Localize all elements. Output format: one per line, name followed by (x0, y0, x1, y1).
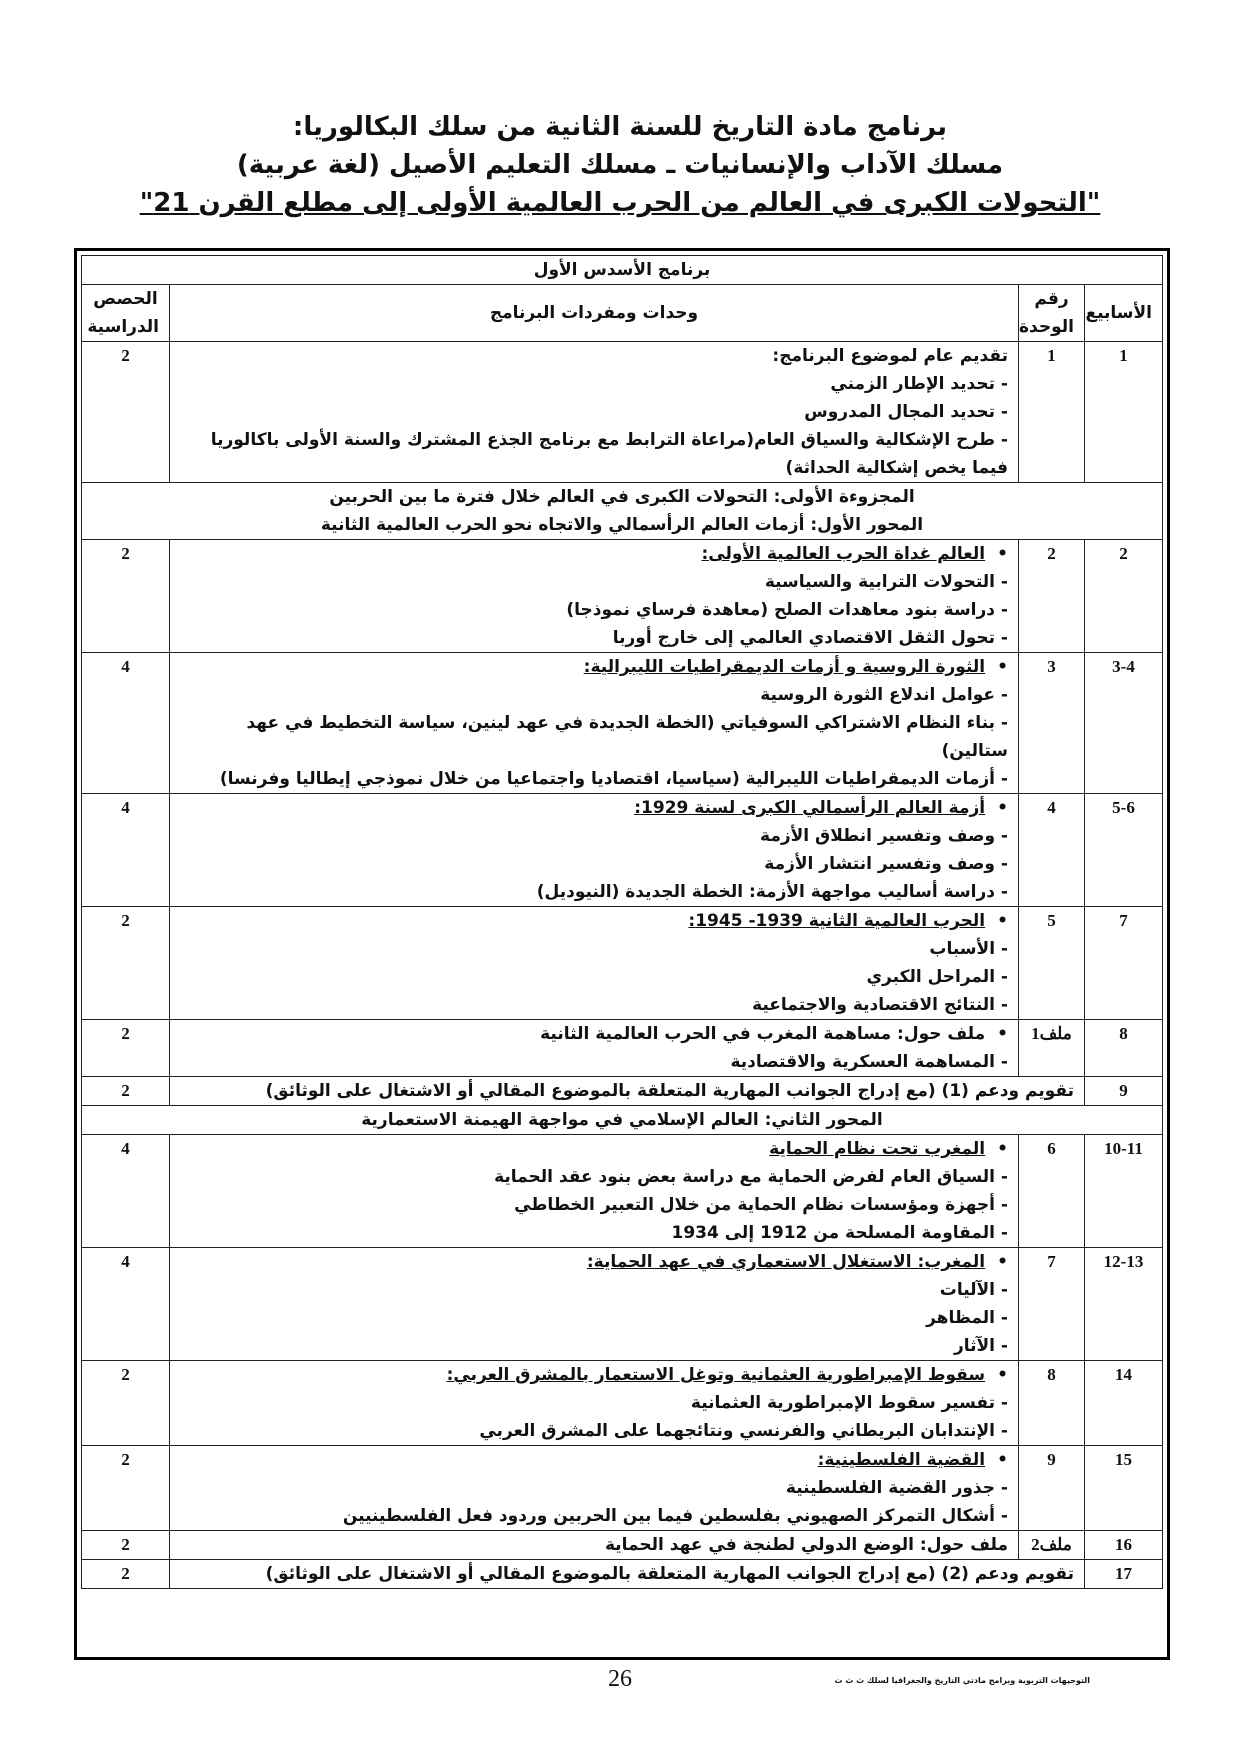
unit-heading: الحرب العالمية الثانية 1939- 1945: (688, 911, 986, 931)
unit-cell: 1 (1019, 342, 1085, 483)
content-cell (170, 907, 1019, 1020)
content-item: - بناء النظام الاشتراكي السوفياتي (الخطة الجديدة في عهد لينين، سياسة التخطيط في عهد ستالين) (180, 709, 1008, 765)
section-title (82, 483, 1163, 540)
content-item: - تحديد المجال المدروس (180, 398, 1008, 426)
content-item: - طرح الإشكالية والسياق العام(مراعاة الترابط مع برنامج الجذع المشترك والسنة الأولى باكالوريا فيما يخص إشكالية الحداثة) (180, 426, 1008, 482)
unit-heading: ملف حول: الوضع الدولي لطنجة في عهد الحماية (604, 1535, 1008, 1555)
unit-heading-line (180, 540, 1008, 568)
content-item: - السياق العام لفرض الحماية مع دراسة بعض بنود عقد الحماية (180, 1163, 1008, 1191)
content-item: - المساهمة العسكرية والاقتصادية (180, 1048, 1008, 1076)
weeks-cell: 10-11 (1085, 1135, 1163, 1248)
content-item: - دراسة بنود معاهدات الصلح (معاهدة فرساي نموذجا) (180, 596, 1008, 624)
unit-heading-line (180, 653, 1008, 681)
unit-heading: تقويم ودعم (1) (مع إدراج الجوانب المهارية المتعلقة بالموضوع المقالي أو الاشتغال على الوثائق) (265, 1081, 1074, 1101)
content-item: - وصف وتفسير انتشار الأزمة (180, 850, 1008, 878)
hours-cell: 2 (82, 1020, 170, 1077)
unit-heading: المغرب: الاستغلال الاستعماري في عهد الحماية: (586, 1252, 986, 1272)
content-cell (170, 794, 1019, 907)
content-cell (170, 1248, 1019, 1361)
section-row (82, 1106, 1163, 1135)
unit-heading: سقوط الإمبراطورية العثمانية وتوغل الاستعمار بالمشرق العربي: (446, 1365, 986, 1385)
hours-cell: 2 (82, 1560, 170, 1589)
content-item: - تحديد الإطار الزمني (180, 370, 1008, 398)
unit-row (82, 1446, 1163, 1531)
weeks-cell: 1 (1085, 342, 1163, 483)
content-item: - أزمات الديمقراطيات الليبرالية (سياسيا، اقتصاديا واجتماعيا من خلال نموذجي إيطاليا وفرنسا) (180, 765, 1008, 793)
unit-heading-line (180, 1531, 1008, 1559)
content-item: - النتائج الاقتصادية والاجتماعية (180, 991, 1008, 1019)
section-line: المجزوءة الأولى: التحولات الكبرى في العالم خلال فترة ما بين الحربين (329, 487, 915, 507)
title-line-3: "التحولات الكبرى في العالم من الحرب العالمية الأولى إلى مطلع القرن 21" (139, 188, 1101, 218)
content-item: - الآثار (180, 1332, 1008, 1360)
unit-row (82, 1248, 1163, 1361)
unit-row (82, 653, 1163, 794)
header-unit-no: رقم الوحدة (1019, 285, 1085, 342)
unit-heading-line (180, 1248, 1008, 1276)
unit-heading: أزمة العالم الرأسمالي الكبرى لسنة 1929: (634, 798, 986, 818)
unit-heading-line (180, 1077, 1074, 1105)
content-item: - عوامل اندلاع الثورة الروسية (180, 681, 1008, 709)
document-titles (120, 108, 1120, 222)
content-item: - المراحل الكبري (180, 963, 1008, 991)
content-cell (170, 1560, 1085, 1589)
unit-row (82, 1531, 1163, 1560)
weeks-cell: 17 (1085, 1560, 1163, 1589)
unit-cell: ملف1 (1019, 1020, 1085, 1077)
program-table (81, 255, 1163, 1589)
hours-cell: 4 (82, 1135, 170, 1248)
content-cell (170, 1077, 1085, 1106)
unit-heading-line (180, 1020, 1008, 1048)
unit-heading: العالم غداة الحرب العالمية الأولى: (701, 544, 986, 564)
program-table-frame (74, 248, 1170, 1660)
content-cell (170, 1531, 1019, 1560)
title-line-1: برنامج مادة التاريخ للسنة الثانية من سلك البكالوريا: (292, 112, 948, 142)
unit-row (82, 1361, 1163, 1446)
unit-heading: القضية الفلسطينية: (817, 1450, 986, 1470)
title-line-2: مسلك الآداب والإنسانيات ـ مسلك التعليم الأصيل (لغة عربية) (236, 150, 1004, 180)
unit-row (82, 540, 1163, 653)
weeks-cell: 9 (1085, 1077, 1163, 1106)
unit-heading-line (180, 342, 1008, 370)
content-item: - تفسير سقوط الإمبراطورية العثمانية (180, 1389, 1008, 1417)
content-cell (170, 1446, 1019, 1531)
content-item: - المظاهر (180, 1304, 1008, 1332)
content-cell (170, 1361, 1019, 1446)
weeks-cell: 5-6 (1085, 794, 1163, 907)
semester-title: برنامج الأسدس الأول (82, 256, 1163, 285)
content-item: - الآليات (180, 1276, 1008, 1304)
hours-cell: 2 (82, 540, 170, 653)
unit-row (82, 1020, 1163, 1077)
weeks-cell: 2 (1085, 540, 1163, 653)
content-item: - المقاومة المسلحة من 1912 إلى 1934 (180, 1219, 1008, 1247)
content-item: - أشكال التمركز الصهيوني بفلسطين فيما بين الحربين وردود فعل الفلسطينيين (180, 1502, 1008, 1530)
unit-cell: 9 (1019, 1446, 1085, 1531)
weeks-cell: 8 (1085, 1020, 1163, 1077)
unit-row (82, 1077, 1163, 1106)
content-item: - وصف وتفسير انطلاق الأزمة (180, 822, 1008, 850)
hours-cell: 2 (82, 1446, 170, 1531)
unit-cell: 7 (1019, 1248, 1085, 1361)
unit-heading: ملف حول: مساهمة المغرب في الحرب العالمية الثانية (540, 1024, 986, 1044)
unit-cell: 4 (1019, 794, 1085, 907)
content-item: - جذور القضية الفلسطينية (180, 1474, 1008, 1502)
semester-row (82, 256, 1163, 285)
unit-heading-line (180, 1446, 1008, 1474)
section-row (82, 483, 1163, 540)
hours-cell: 2 (82, 907, 170, 1020)
unit-cell: 8 (1019, 1361, 1085, 1446)
weeks-cell: 7 (1085, 907, 1163, 1020)
unit-heading-line (180, 1361, 1008, 1389)
header-row (82, 285, 1163, 342)
unit-heading-line (180, 907, 1008, 935)
hours-cell: 2 (82, 342, 170, 483)
weeks-cell: 3-4 (1085, 653, 1163, 794)
header-weeks: الأسابيع (1085, 285, 1163, 342)
hours-cell: 2 (82, 1361, 170, 1446)
unit-cell: 6 (1019, 1135, 1085, 1248)
unit-heading-line (180, 1135, 1008, 1163)
content-cell (170, 1135, 1019, 1248)
content-item: - تحول الثقل الاقتصادي العالمي إلى خارج أوربا (180, 624, 1008, 652)
unit-heading: تقويم ودعم (2) (مع إدراج الجوانب المهارية المتعلقة بالموضوع المقالي أو الاشتغال على الوثائق) (265, 1564, 1074, 1584)
unit-row (82, 1135, 1163, 1248)
unit-cell: 3 (1019, 653, 1085, 794)
unit-heading: المغرب تحت نظام الحماية (769, 1139, 986, 1159)
unit-row (82, 1560, 1163, 1589)
weeks-cell: 15 (1085, 1446, 1163, 1531)
content-item: - الإنتدابان البريطاني والفرنسي ونتائجهما على المشرق العربي (180, 1417, 1008, 1445)
weeks-cell: 16 (1085, 1531, 1163, 1560)
hours-cell: 2 (82, 1531, 170, 1560)
unit-cell: ملف2 (1019, 1531, 1085, 1560)
section-title (82, 1106, 1163, 1135)
hours-cell: 4 (82, 794, 170, 907)
content-cell (170, 540, 1019, 653)
content-item: - الأسباب (180, 935, 1008, 963)
unit-cell: 5 (1019, 907, 1085, 1020)
weeks-cell: 12-13 (1085, 1248, 1163, 1361)
hours-cell: 4 (82, 653, 170, 794)
unit-heading: تقديم عام لموضوع البرنامج: (772, 346, 1008, 366)
weeks-cell: 14 (1085, 1361, 1163, 1446)
unit-row (82, 794, 1163, 907)
header-content: وحدات ومفردات البرنامج (170, 285, 1019, 342)
hours-cell: 2 (82, 1077, 170, 1106)
unit-heading-line (180, 1560, 1074, 1588)
content-item: - التحولات الترابية والسياسية (180, 568, 1008, 596)
page-number: 26 (608, 1666, 632, 1692)
section-line: المحور الثاني: العالم الإسلامي في مواجهة الهيمنة الاستعمارية (361, 1110, 883, 1130)
unit-row (82, 907, 1163, 1020)
unit-cell: 2 (1019, 540, 1085, 653)
footer-note: التوجيهات التربوية وبرامج مادتي التاريخ والجغرافيا لسلك ث ث ت (834, 1676, 1090, 1685)
content-item: - أجهزة ومؤسسات نظام الحماية من خلال التعبير الخطاطي (180, 1191, 1008, 1219)
header-hours: الحصص الدراسية (82, 285, 170, 342)
hours-cell: 4 (82, 1248, 170, 1361)
content-cell (170, 1020, 1019, 1077)
unit-row (82, 342, 1163, 483)
unit-heading: الثورة الروسية و أزمات الديمقراطيات الليبرالية: (583, 657, 986, 677)
section-line: المحور الأول: أزمات العالم الرأسمالي والاتجاه نحو الحرب العالمية الثانية (320, 515, 924, 535)
content-cell (170, 342, 1019, 483)
content-item: - دراسة أساليب مواجهة الأزمة: الخطة الجديدة (النيوديل) (180, 878, 1008, 906)
unit-heading-line (180, 794, 1008, 822)
content-cell (170, 653, 1019, 794)
